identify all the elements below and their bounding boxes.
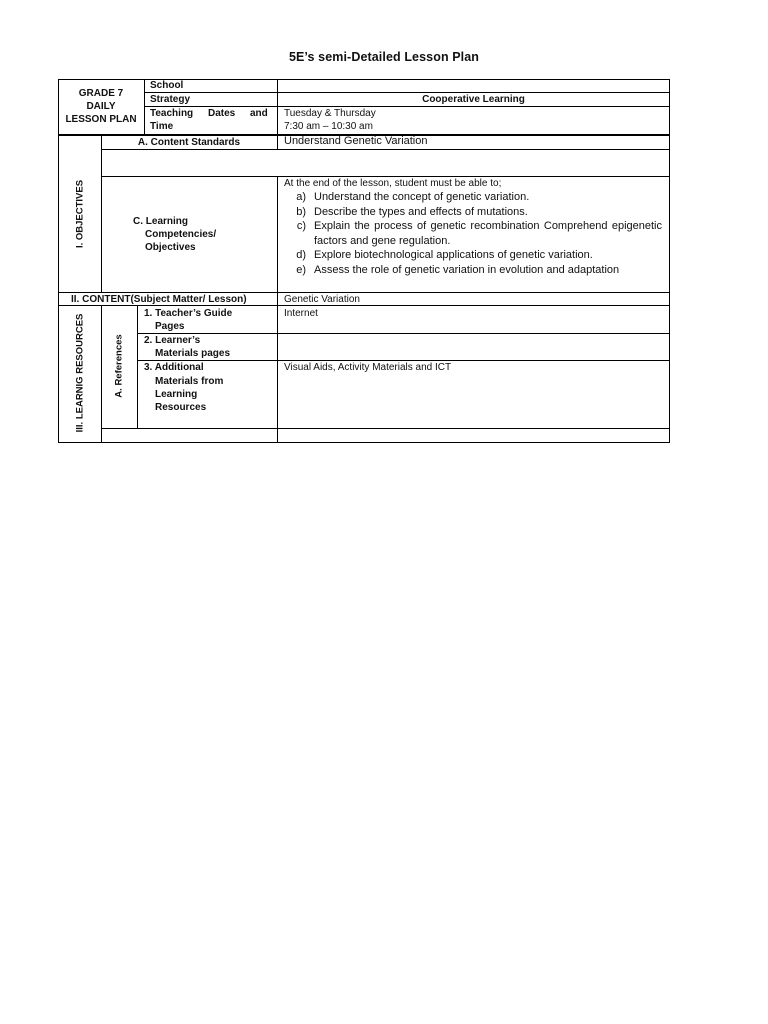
list-text: Explore biotechnological applications of genetic variation.	[314, 249, 593, 261]
strategy-label: Strategy	[150, 94, 191, 105]
teachers-guide-value: Internet	[284, 308, 318, 319]
dates-label: Dates	[208, 108, 236, 119]
document-title: 5E’s semi-Detailed Lesson Plan	[288, 50, 480, 64]
time-label: Time	[150, 121, 174, 132]
list-marker: a)	[296, 191, 306, 203]
teaching-days: Tuesday & Thursday	[284, 108, 376, 119]
additional-label-line2: Materials from	[155, 376, 224, 387]
learners-label-line1: 2. Learner’s	[144, 335, 201, 346]
list-item	[284, 190, 662, 205]
grade-label: GRADE 7	[78, 88, 124, 99]
resources-section-label: III. LEARNIG RESOURCES	[74, 313, 86, 433]
list-item	[284, 219, 662, 248]
list-text: Understand the concept of genetic variation.	[314, 191, 530, 203]
teaching-label: Teaching	[150, 108, 194, 119]
competencies-label-line1: C. Learning	[133, 216, 189, 227]
additional-label-line1: 3. Additional	[144, 362, 204, 373]
teachers-guide-label-line2: Pages	[155, 321, 185, 332]
teaching-time: 7:30 am – 10:30 am	[284, 121, 373, 132]
objectives-list	[284, 190, 662, 277]
additional-label-line4: Resources	[155, 402, 207, 413]
school-label: School	[150, 80, 184, 91]
content-label: II. CONTENT(Subject Matter/ Lesson)	[71, 294, 247, 305]
and-label: and	[250, 108, 268, 119]
strategy-value: Cooperative Learning	[422, 94, 525, 105]
resources-table	[58, 305, 670, 443]
list-item	[284, 263, 662, 278]
list-marker: e)	[296, 263, 306, 276]
references-label: A. References	[113, 334, 125, 398]
learners-label-line2: Materials pages	[155, 348, 231, 359]
content-standards-label: A. Content Standards	[137, 137, 241, 148]
list-marker: c)	[296, 220, 306, 232]
list-item	[284, 248, 662, 263]
list-text: Describe the types and effects of mutations.	[314, 205, 528, 218]
competencies-label-line2: Competencies/	[145, 229, 217, 240]
list-text: Assess the role of genetic variation in evolution and adaptation	[314, 263, 620, 276]
objectives-intro: At the end of the lesson, student must be able to;	[284, 178, 502, 189]
additional-label-line3: Learning	[155, 389, 198, 400]
content-value: Genetic Variation	[284, 294, 360, 305]
teachers-guide-label-line1: 1. Teacher’s Guide	[144, 308, 233, 319]
list-text: Explain the process of genetic recombination Comprehend epigenetic factors and gene regulation.	[314, 220, 662, 247]
list-marker: b)	[296, 205, 306, 218]
content-standards-value: Understand Genetic Variation	[284, 135, 428, 147]
list-marker: d)	[296, 249, 306, 261]
lesson-plan-label: LESSON PLAN	[65, 114, 137, 125]
objectives-section-label: I. OBJECTIVES	[74, 179, 86, 249]
competencies-label-line3: Objectives	[145, 242, 196, 253]
additional-value: Visual Aids, Activity Materials and ICT	[284, 362, 452, 373]
list-item	[284, 205, 662, 220]
daily-label: DAILY	[86, 101, 116, 112]
